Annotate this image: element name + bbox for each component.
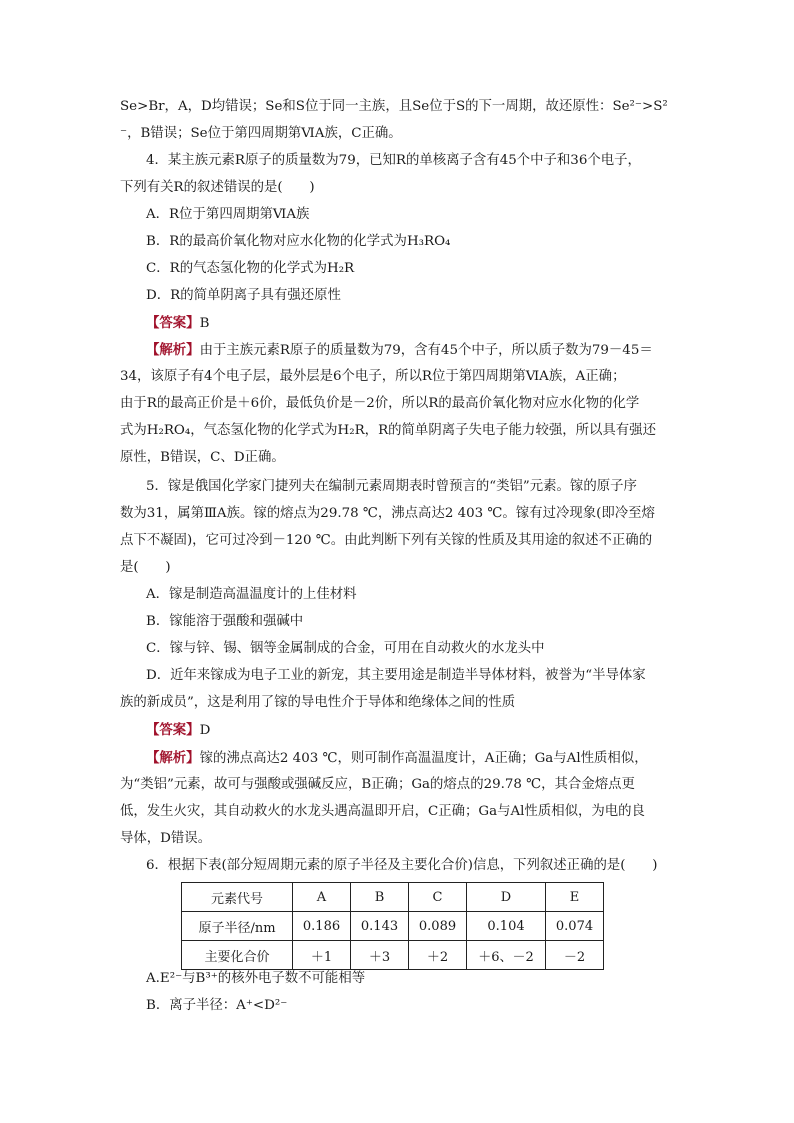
table-cell: ＋1 bbox=[293, 941, 351, 970]
table-cell: 0.104 bbox=[467, 912, 546, 941]
table-cell: E bbox=[546, 883, 604, 912]
answer-tag: 【答案】 bbox=[146, 722, 200, 738]
q4-analysis bbox=[146, 341, 653, 360]
q5-option-b: B．镓能溶于强酸和强碱中 bbox=[146, 614, 304, 629]
q5-answer bbox=[146, 721, 210, 740]
q4-stem: 4．某主族元素R原子的质量数为79，已知R的单核离子含有45个中子和36个电子， bbox=[146, 153, 641, 168]
q4-option-b: B．R的最高价氧化物对应水化物的化学式为H₃RO₄ bbox=[146, 234, 451, 249]
table-cell: B bbox=[351, 883, 409, 912]
analysis-text: 由于主族元素R原子的质量数为79，含有45个中子，所以质子数为79－45＝ bbox=[199, 343, 653, 358]
q5-stem: 点下不凝固)，它可过冷到－120 ℃。由此判断下列有关镓的性质及其用途的叙述不正确的 bbox=[120, 533, 653, 548]
table-cell: 元素代号 bbox=[182, 883, 293, 912]
table-cell: －2 bbox=[546, 941, 604, 970]
analysis-text: 镓的沸点高达2 403 ℃，则可制作高温温度计，A正确；Ga与Al性质相似， bbox=[199, 751, 648, 766]
table-cell: 原子半径/nm bbox=[182, 912, 293, 941]
q5-stem: 数为31，属第ⅢA族。镓的熔点为29.78 ℃，沸点高达2 403 ℃。镓有过冷现象(即冷至熔 bbox=[120, 506, 655, 521]
q4-analysis-line: 原性，B错误，C、D正确。 bbox=[120, 450, 285, 465]
table-cell: C bbox=[409, 883, 467, 912]
q4-analysis-line: 式为H₂RO₄，气态氢化物的化学式为H₂R，R的简单阴离子失电子能力较强，所以具有强还 bbox=[120, 423, 656, 438]
q5-option-d: D．近年来镓成为电子工业的新宠，其主要用途是制造半导体材料，被誉为“半导体家 bbox=[146, 668, 646, 683]
answer-value: D bbox=[199, 723, 211, 738]
q5-stem: 5．镓是俄国化学家门捷列夫在编制元素周期表时曾预言的“类铝”元素。镓的原子序 bbox=[146, 479, 637, 494]
table-cell: ＋2 bbox=[409, 941, 467, 970]
q4-analysis-line: 34，该原子有4个电子层，最外层是6个电子，所以R位于第四周期第ⅥA族，A正确； bbox=[120, 369, 626, 384]
element-data-table bbox=[181, 882, 604, 970]
q5-stem: 是( ) bbox=[120, 560, 171, 575]
answer-tag: 【答案】 bbox=[146, 315, 200, 331]
q4-option-d: D．R的简单阴离子具有强还原性 bbox=[146, 288, 341, 303]
table-cell: A bbox=[293, 883, 351, 912]
q4-answer bbox=[146, 314, 209, 333]
q4-option-a: A．R位于第四周期第ⅥA族 bbox=[146, 207, 310, 222]
table-row bbox=[182, 941, 604, 970]
intro-line: Se>Br，A，D均错误；Se和S位于同一主族，且Se位于S的下一周期，故还原性：Se²⁻>S² bbox=[120, 99, 668, 114]
table-cell: 0.143 bbox=[351, 912, 409, 941]
q5-option-d-cont: 族的新成员”，这是利用了镓的导电性介于导体和绝缘体之间的性质 bbox=[120, 695, 516, 710]
table-row bbox=[182, 912, 604, 941]
analysis-tag: 【解析】 bbox=[146, 342, 200, 358]
q6-option-a: A.E²⁻与B³⁺的核外电子数不可能相等 bbox=[146, 971, 366, 986]
intro-line: ⁻，B错误；Se位于第四周期第ⅥA族，C正确。 bbox=[120, 126, 402, 141]
q4-stem: 下列有关R的叙述错误的是( ) bbox=[120, 180, 315, 195]
table-header-row bbox=[182, 883, 604, 912]
q5-option-c: C．镓与锌、锡、铟等金属制成的合金，可用在自动救火的水龙头中 bbox=[146, 641, 545, 656]
table-cell: ＋6、－2 bbox=[467, 941, 546, 970]
q5-analysis-line: 为“类铝”元素，故可与强酸或强碱反应，B正确；Ga的熔点的29.78 ℃，其合金熔点更 bbox=[120, 777, 635, 792]
q4-analysis-line: 由于R的最高正价是＋6价，最低负价是－2价，所以R的最高价氧化物对应水化物的化学 bbox=[120, 396, 640, 411]
table-cell: 主要化合价 bbox=[182, 941, 293, 970]
q5-option-a: A．镓是制造高温温度计的上佳材料 bbox=[146, 587, 357, 602]
q4-option-c: C．R的气态氢化物的化学式为H₂R bbox=[146, 261, 355, 276]
table-cell: 0.089 bbox=[409, 912, 467, 941]
answer-value: B bbox=[199, 316, 210, 331]
q5-analysis bbox=[146, 749, 648, 768]
q6-stem: 6．根据下表(部分短周期元素的原子半径及主要化合价)信息，下列叙述正确的是( ) bbox=[146, 858, 658, 873]
analysis-tag: 【解析】 bbox=[146, 750, 200, 766]
q5-analysis-line: 导体，D错误。 bbox=[120, 831, 212, 846]
table-cell: ＋3 bbox=[351, 941, 409, 970]
table-cell: 0.074 bbox=[546, 912, 604, 941]
q5-analysis-line: 低，发生火灾，其自动救火的水龙头遇高温即开启，C正确；Ga与Al性质相似，为电的良 bbox=[120, 804, 645, 819]
table-cell: 0.186 bbox=[293, 912, 351, 941]
table-cell: D bbox=[467, 883, 546, 912]
q6-option-b: B．离子半径：A⁺<D²⁻ bbox=[146, 998, 288, 1013]
